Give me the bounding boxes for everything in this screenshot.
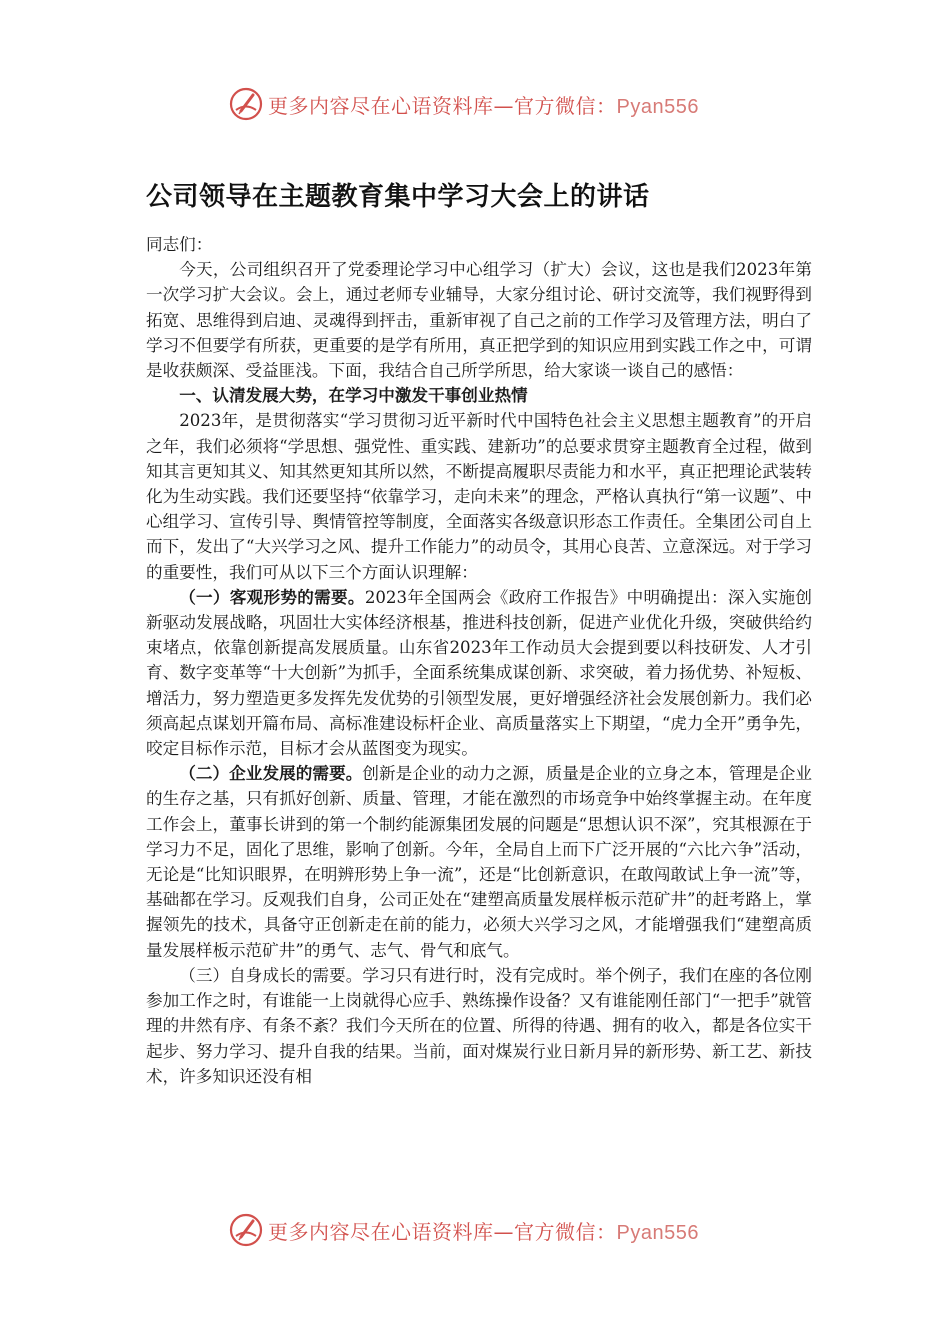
page-title: 公司领导在主题教育集中学习大会上的讲话 (146, 182, 650, 212)
wechat-id: Pyan556 (616, 1221, 699, 1244)
point-3-paragraph: （三）自身成长的需要。学习只有进行时，没有完成时。举个例子，我们在座的各位刚参加工作之时，有谁能一上岗就得心应手、熟练操作设备？又有谁能刚任部门“一把手”就管理的井然有序、有条不紊？我们今天所在的位置、所得的待遇、拥有的收入，都是各位实干起步、努力学习、提升自我的结果。当前，面对煤炭行业日新月异的新形势、新工艺、新技术，许多知识还没有相 (146, 965, 812, 1086)
point-2-paragraph (146, 761, 812, 963)
intro-paragraph: 今天，公司组织召开了党委理论学习中心组学习（扩大）会议，这也是我们2023年第一次学习扩大会议。会上，通过老师专业辅导，大家分组讨论、研讨交流等，我们视野得到拓宽、思维得到启迪、灵魂得到抨击，重新审视了自己之前的工作学习及管理方法，明白了学习不但要学有所获，更重要的是学有所用，真正把学到的知识应用到实践工作之中，可谓是收获颇深、受益匪浅。下面，我结合自己所学所思，给大家谈一谈自己的感悟： (146, 260, 812, 381)
point-1-lead: （一）客观形势的需要。 (179, 587, 365, 607)
watermark-banner-top (228, 84, 748, 124)
watermark-banner-bottom (228, 1210, 748, 1250)
pen-book-logo-icon (228, 1212, 264, 1248)
wechat-id: Pyan556 (616, 95, 699, 118)
point-2-lead: （二）企业发展的需要。 (179, 764, 363, 784)
watermark-text: 更多内容尽在心语资料库—官方微信：Pyan556 (268, 1219, 699, 1244)
salutation: 同志们： (146, 235, 213, 254)
point-2-text: 创新是企业的动力之源，质量是企业的立身之本，管理是企业的生存之基，只有抓好创新、质量、管理，才能在激烈的市场竞争中始终掌握主动。在年度工作会上，董事长讲到的第一个制约能源集团发展的问题是“思想认识不深”，究其根源在于学习力不足，固化了思维，影响了创新。今年，全局自上而下广泛开展的“六比六争”活动，无论是“比知识眼界，在明辨形势上争一流”，还是“比创新意识，在敢闯敢试上争一流”等，基础都在学习。反观我们自身，公司正处在“建塑高质量发展样板示范矿井”的赶考路上，掌握领先的技术，具备守正创新走在前的能力，必须大兴学习之风，才能增强我们“建塑高质量发展样板示范矿井”的勇气、志气、骨气和底气。 (146, 764, 813, 960)
point-1-text: 2023年全国两会《政府工作报告》中明确提出：深入实施创新驱动发展战略，巩固壮大实体经济根基，推进科技创新，促进产业优化升级，突破供给约束堵点，依靠创新提高发展质量。山东省2023年工作动员大会提到要以科技研发、人才引育、数字变革等“十大创新”为抓手，全面系统集成谋创新、求突破，着力扬优势、补短板、增活力，努力塑造更多发挥先发优势的引领型发展，更好增强经济社会发展创新力。我们必须高起点谋划开篇布局、高标准建设标杆企业、高质量落实上下期望，“虎力全开”勇争先，咬定目标作示范，目标才会从蓝图变为现实。 (146, 587, 813, 759)
section-1-paragraph: 2023年，是贯彻落实“学习贯彻习近平新时代中国特色社会主义思想主题教育”的开启之年，我们必须将“学思想、强党性、重实践、建新功”的总要求贯穿主题教育全过程，做到知其言更知其义、知其然更知其所以然，不断提高履职尽责能力和水平，真正把理论武装转化为生动实践。我们还要坚持“依靠学习，走向未来”的理念，严格认真执行“第一议题”、中心组学习、宣传引导、舆情管控等制度，全面落实各级意识形态工作责任。全集团公司自上而下，发出了“大兴学习之风、提升工作能力”的动员令，其用心良苦、立意深远。对于学习的重要性，我们可从以下三个方面认识理解： (146, 411, 812, 582)
point-1-paragraph (146, 585, 812, 761)
watermark-text: 更多内容尽在心语资料库—官方微信：Pyan556 (268, 93, 699, 118)
section-heading-1: 一、认清发展大势，在学习中激发干事创业热情 (179, 386, 528, 406)
document-body (146, 232, 812, 1089)
pen-book-logo-icon (228, 86, 264, 122)
